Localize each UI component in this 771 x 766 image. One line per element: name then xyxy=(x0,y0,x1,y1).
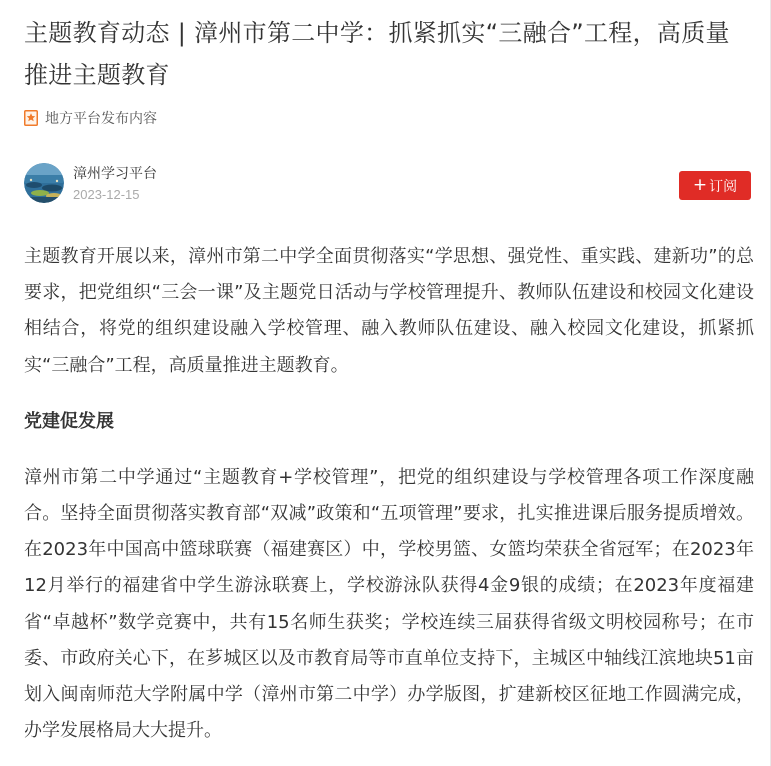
source-label: 地方平台发布内容 xyxy=(45,111,157,127)
article-body xyxy=(24,239,754,749)
subscribe-label: 订阅 xyxy=(709,178,738,195)
publish-date: 2023-12-15 xyxy=(73,187,140,202)
article-title: 主题教育动态 | 漳州市第二中学：抓紧抓实“三融合”工程，高质量推进主题教育 xyxy=(24,19,730,89)
subscribe-button[interactable] xyxy=(679,171,751,200)
author-name[interactable]: 漳州学习平台 xyxy=(73,166,157,182)
article-paragraph: 漳州市第二中学通过“主题教育+学校管理”，把党的组织建设与学校管理各项工作深度融合。坚持全面贯彻落实教育部“双减”政策和“五项管理”要求，扎实推进课后服务提质增效。在2023年中国高中篮球联赛（福建赛区）中，学校男篮、女篮均荣获全省冠军；在2023年12月举行的福建省中学生游泳联赛上，学校游泳队获得4金9银的成绩；在2023年度福建省“卓越杯”数学竞赛中，共有15名师生获奖；学校连续三届获得省级文明校园称号；在市委、市政府关心下，在芗城区以及市教育局等市直单位支持下，主城区中轴线江滨地块51亩划入闽南师范大学附属中学（漳州市第二中学）办学版图，扩建新校区征地工作圆满完成，办学发展格局大大提升。 xyxy=(24,466,754,742)
author-row xyxy=(24,163,751,207)
article-paragraph: 主题教育开展以来，漳州市第二中学全面贯彻落实“学思想、强党性、重实践、建新功”的总要求，把党组织“三会一课”及主题党日活动与学校管理提升、教师队伍建设和校园文化建设相结合，将党的组织建设融入学校管理、融入教师队伍建设、融入校园文化建设，抓紧抓实“三融合”工程，高质量推进主题教育。 xyxy=(24,246,754,376)
avatar-image xyxy=(24,163,64,203)
local-platform-badge-icon xyxy=(24,110,38,126)
plus-icon: + xyxy=(692,175,708,195)
section-heading: 党建促发展 xyxy=(24,410,114,432)
source-row xyxy=(24,106,157,130)
avatar[interactable] xyxy=(24,163,64,203)
